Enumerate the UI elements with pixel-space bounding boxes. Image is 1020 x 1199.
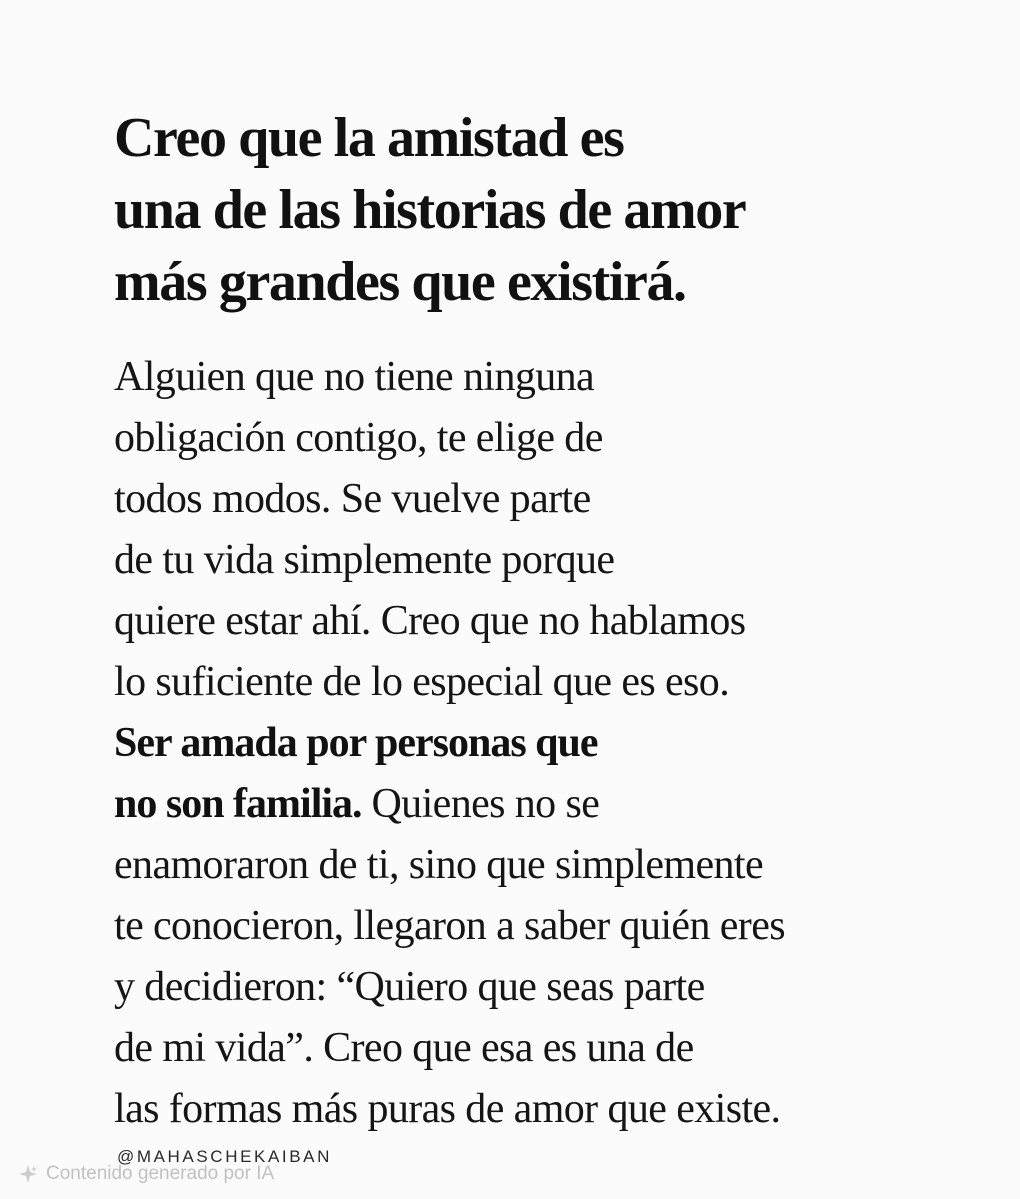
headline-line-1: Creo que la amistad es bbox=[114, 107, 624, 169]
body-line-8-rest: Quienes no se bbox=[361, 781, 600, 827]
headline-line-2: una de las historias de amor bbox=[114, 179, 746, 241]
body-line-1: Alguien que no tiene ninguna bbox=[114, 354, 595, 400]
headline bbox=[114, 102, 974, 318]
sparkle-icon bbox=[18, 1164, 38, 1184]
body-line-2: obligación contigo, te elige de bbox=[114, 415, 603, 461]
ai-generated-text: Contenido generado por IA bbox=[46, 1163, 275, 1184]
body-paragraph bbox=[114, 347, 994, 1140]
body-line-4: de tu vida simplemente porque bbox=[114, 537, 615, 583]
body-line-5: quiere estar ahí. Creo que no hablamos bbox=[114, 598, 746, 644]
body-line-7-emphasis: Ser amada por personas que bbox=[114, 720, 598, 766]
body-line-13: las formas más puras de amor que existe. bbox=[114, 1086, 781, 1132]
body-line-12: de mi vida”. Creo que esa es una de bbox=[114, 1025, 694, 1071]
author-handle: @MAHASCHEKAIBAN bbox=[117, 1147, 332, 1166]
body-line-8 bbox=[114, 774, 994, 835]
headline-line-3: más grandes que existirá. bbox=[114, 251, 686, 313]
body-line-3: todos modos. Se vuelve parte bbox=[114, 476, 591, 522]
ai-generated-label bbox=[18, 1163, 274, 1185]
body-line-11: y decidieron: “Quiero que seas parte bbox=[114, 964, 705, 1010]
body-line-8-emphasis: no son familia. bbox=[114, 781, 362, 827]
body-line-10: te conocieron, llegaron a saber quién eres bbox=[114, 903, 785, 949]
body-line-9: enamoraron de ti, sino que simplemente bbox=[114, 842, 764, 888]
body-line-6: lo suficiente de lo especial que es eso. bbox=[114, 659, 730, 705]
